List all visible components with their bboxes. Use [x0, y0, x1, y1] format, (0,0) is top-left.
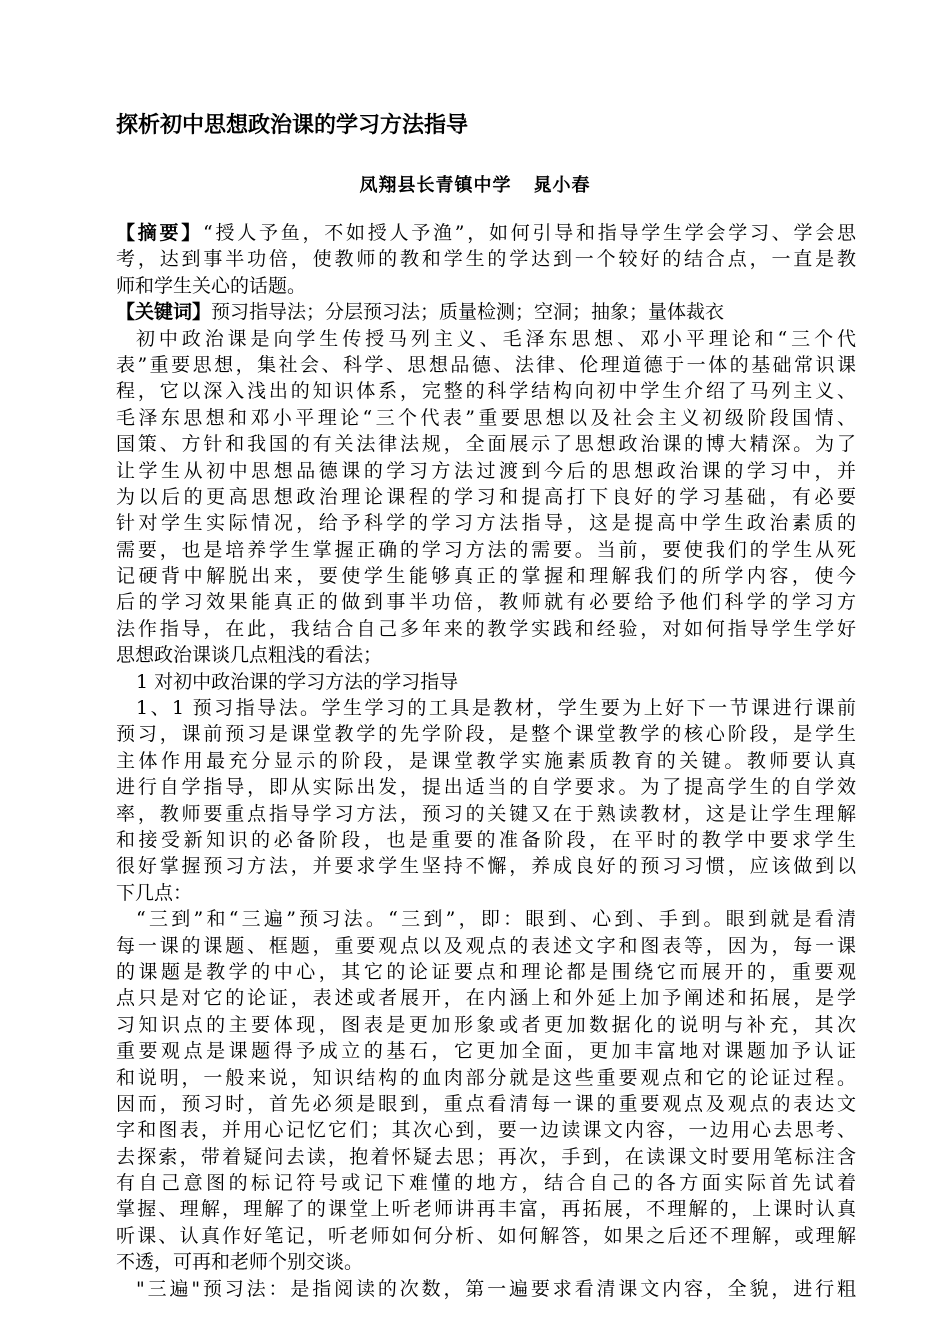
text-line: 听课、认真作好笔记，听老师如何分析、如何解答，如果之后还不理解，或理解 — [116, 1224, 856, 1247]
section-heading: 1 对初中政治课的学习方法的学习指导 — [136, 670, 459, 693]
text-line: 不透，可再和老师个别交谈。 — [116, 1251, 364, 1274]
text-line: 记硬背中解脱出来，要使学生能够真正的掌握和理解我们的所学内容，使今 — [116, 565, 856, 588]
abstract-line — [116, 220, 856, 246]
text-line: 和接受新知识的必备阶段，也是重要的准备阶段，在平时的教学中要求学生 — [116, 828, 856, 851]
keywords-label: 【关键词】 — [116, 301, 212, 324]
text-line: 掌握、理解，理解了的课堂上听老师讲再丰富，再拓展，不理解的，上课时认真 — [116, 1198, 856, 1221]
text-line: 进行自学指导，即从实际出发，提出适当的自学要求。为了提高学生的自学效 — [116, 776, 856, 799]
text-line: 点只是对它的论证，表述或者展开，在内涵上和外延上加予阐述和拓展，是学 — [116, 987, 856, 1010]
text-line: 的课题是教学的中心，其它的论证要点和理论都是围绕它而展开的，重要观 — [116, 960, 856, 983]
text-line: "三遍"预习法：是指阅读的次数，第一遍要求看清课文内容，全貌，进行粗 — [136, 1277, 856, 1300]
text-line: 每一课的课题、框题，重要观点以及观点的表述文字和图表等，因为，每一课 — [116, 934, 856, 957]
keywords-text: 预习指导法；分层预习法；质量检测；空洞；抽象；量体裁衣 — [211, 301, 725, 324]
text-line: 初中政治课是向学生传授马列主义、毛泽东思想、邓小平理论和“三个代 — [136, 327, 856, 350]
text-line: “三到”和“三遍”预习法。“三到”，即：眼到、心到、手到。眼到就是看清 — [136, 908, 856, 931]
author-name: 晁小春 — [533, 175, 591, 196]
text-line: 率，教师要重点指导学习方法，预习的关键又在于熟读教材，这是让学生理解 — [116, 802, 856, 825]
text-line: 针对学生实际情况，给予科学的学习方法指导，这是提高中学生政治素质的 — [116, 512, 856, 535]
text-line: 去探索，带着疑问去读，抱着怀疑去思；再次，手到，在读课文时要用笔标注含 — [116, 1145, 856, 1168]
text-line: 和说明，一般来说，知识结构的血肉部分就是这些重要观点和它的论证过程。 — [116, 1066, 856, 1089]
abstract-label: 【摘要】 — [116, 222, 204, 244]
text-line: 下几点： — [116, 881, 193, 904]
text-line: 思想政治课谈几点粗浅的看法； — [116, 644, 383, 667]
text-line: 后的学习效果能真正的做到事半功倍，教师就有必要给予他们科学的学习方 — [116, 591, 856, 614]
text-line: 因而，预习时，首先必须是眼到，重点看清每一课的重要观点及观点的表达文 — [116, 1092, 856, 1115]
article-body — [116, 220, 856, 1302]
text-line: 1、1 预习指导法。学生学习的工具是教材，学生要为上好下一节课进行课前 — [136, 697, 856, 720]
text-line: 主体作用最充分显示的阶段，是课堂教学实施素质教育的关键。教师要认真 — [116, 749, 856, 772]
text-line: 为以后的更高思想政治理论课程的学习和提高打下良好的学习基础，有必要 — [116, 485, 856, 508]
text-line: 重要观点是课题得予成立的基石，它更加全面，更加丰富地对课题加予认证 — [116, 1040, 856, 1063]
text-line: 让学生从初中思想品德课的学习方法过渡到今后的思想政治课的学习中，并 — [116, 459, 856, 482]
text-line: 法作指导，在此，我结合自己多年来的教学实践和经验，对如何指导学生学好 — [116, 617, 856, 640]
text-line: 毛泽东思想和邓小平理论“三个代表”重要思想以及社会主义初级阶段国情、 — [116, 406, 856, 429]
text-line: 程，它以深入浅出的知识体系，完整的科学结构向初中学生介绍了马列主义、 — [116, 380, 856, 403]
text-line: 有自己意图的标记符号或记下难懂的地方，结合自己的各方面实际首先试着 — [116, 1172, 856, 1195]
document-title: 探析初中思想政治课的学习方法指导 — [116, 113, 469, 138]
byline — [0, 172, 950, 200]
text-line: 需要，也是培养学生掌握正确的学习方法的需要。当前，要使我们的学生从死 — [116, 538, 856, 561]
school-name: 凤翔县长青镇中学 — [359, 175, 512, 196]
text-line: 师和学生关心的话题。 — [116, 274, 307, 297]
text-line: 考，达到事半功倍，使教师的教和学生的学达到一个较好的结合点，一直是教 — [116, 248, 856, 271]
keywords-line — [116, 299, 856, 325]
text-line: 很好掌握预习方法，并要求学生坚持不懈，养成良好的预习习惯，应该做到以 — [116, 855, 856, 878]
text-line: 预习，课前预习是课堂教学的先学阶段，是整个课堂教学的核心阶段，是学生 — [116, 723, 856, 746]
text-line: 表”重要思想，集社会、科学、思想品德、法律、伦理道德于一体的基础常识课 — [116, 353, 856, 376]
text-line: “授人予鱼，不如授人予渔”，如何引导和指导学生学会学习、学会思 — [203, 222, 856, 244]
text-line: 习知识点的主要体现，图表是更加形象或者更加数据化的说明与补充，其次 — [116, 1013, 856, 1036]
text-line: 国策、方针和我国的有关法律法规，全面展示了思想政治课的博大精深。为了 — [116, 433, 856, 456]
text-line: 字和图表，并用心记忆它们；其次心到，要一边读课文内容，一边用心去思考、 — [116, 1119, 856, 1142]
